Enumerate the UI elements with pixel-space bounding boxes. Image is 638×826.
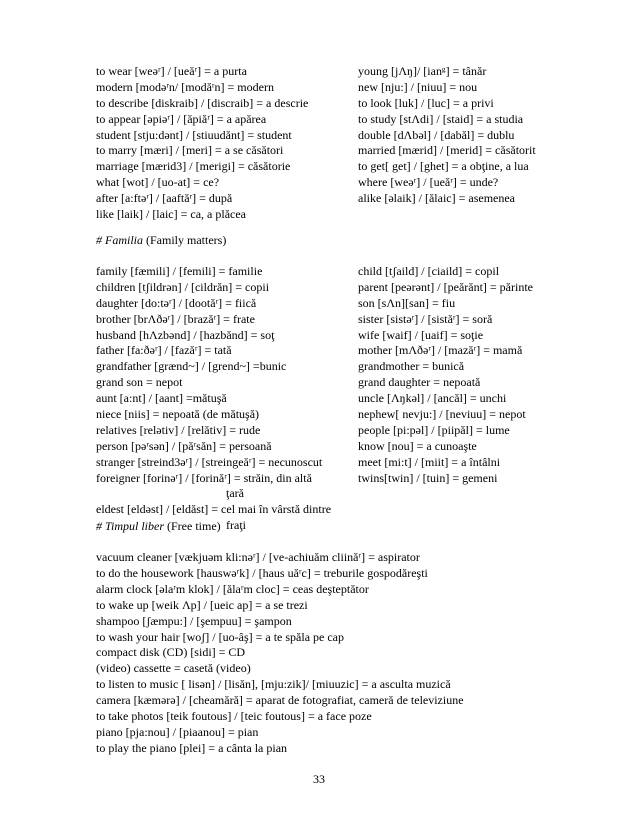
vocab-row [96,264,566,280]
vocab-left: to appear [əpiəʳ] / [ăpiăʳ] = a apărea [96,111,267,126]
vocab-line: compact disk (CD) [sidi] = CD [96,645,246,660]
vocab-row [96,296,566,312]
vocab-right: to study [stΛdi] / [staid] = a studia [358,111,524,126]
vocab-row [96,175,566,191]
vocab-left: grandfather [grænd~] / [grend~] =bunic [96,359,287,374]
vocab-left: stranger [streind3əʳ] / [streingeăʳ] = necunoscut [96,454,323,469]
vocab-left: niece [niis] = nepoată (de mătuşă) [96,407,260,422]
vocab-right: mother [mΛðəʳ] / [mazăʳ] = mamă [358,343,523,358]
vocab-line: shampoo [ʃæmpu:] / [şempuu] = şampon [96,613,292,628]
vocab-row [96,64,566,80]
vocab-line: to play the piano [plei] = a cânta la pian [96,740,288,755]
vocab-row [96,191,566,207]
vocab-row [96,159,566,175]
vocab-line: piano [pja:nou] / [piaanou] = pian [96,724,259,739]
vocab-right: parent [peərənt] / [peărănt] = părinte [358,279,534,294]
vocab-row [96,80,566,96]
vocab-row [96,359,566,375]
vocab-left: foreigner [forinəʳ] / [forinăʳ] = străin, din altă [96,470,312,485]
section-heading-free-time [96,519,566,535]
vocab-row [96,439,566,455]
vocab-line: to take photos [teik foutous] / [teic foutous] = a face poze [96,709,372,724]
vocab-left: family [fæmili] / [femili] = familie [96,264,263,278]
vocab-row [96,375,566,391]
page-number: 33 [313,772,325,786]
vocab-row [96,328,566,344]
vocab-right: grandmother = bunică [358,359,465,374]
heading-italic: # Familia [96,233,143,247]
vocab-right: double [dΛbəl] / [dabăl] = dublu [358,127,515,142]
vocab-row [96,471,566,487]
vocab-row [96,96,566,112]
heading-rest: (Free time) [164,519,221,533]
vocabulary-section-family [96,264,566,534]
vocab-line: to wash your hair [woʃ] / [uo-âş] = a te spăla pe cap [96,629,345,644]
heading-italic: # Timpul liber [96,519,165,533]
vocab-right: know [nou] = a cunoaşte [358,438,477,453]
vocab-row [96,112,566,128]
vocab-line: camera [kæmərə] / [cheamără] = aparat de fotografiat, cameră de televiziune [96,693,464,708]
vocab-right: young [jΛŋ]/ [ianᵍ] = tânăr [358,64,487,78]
heading-rest: (Family matters) [143,233,227,247]
vocab-line: to wake up [weik Λp] / [ueic ap] = a se trezi [96,597,308,612]
vocab-left: daughter [do:təʳ] / [dootăʳ] = fiică [96,295,257,310]
vocabulary-section-free-time [96,550,566,757]
vocab-line: to listen to music [ lisən] / [lisăn], [mju:zik]/ [miuuzic] = a asculta muzică [96,677,451,692]
vocab-left: to describe [diskraib] / [discraib] = a descrie [96,95,309,110]
vocab-right: meet [mi:t] / [miit] = a întâlni [358,454,501,469]
vocab-right: married [mærid] / [merid] = căsătorit [358,143,536,158]
vocab-right: alike [əlaik] / [ălaic] = asemenea [358,191,516,206]
vocab-right: uncle [Λŋkəl] / [ancăl] = unchi [358,391,507,406]
vocab-line: eldest [eldəst] / [eldăst] = cel mai în vârstă dintre [96,502,332,517]
vocab-line: like [laik] / [laic] = ca, a plăcea [96,207,247,222]
vocab-row [96,423,566,439]
vocab-row [96,391,566,407]
vocab-row [96,343,566,359]
vocab-right: son [sΛn][san] = fiu [358,295,456,310]
vocab-row [96,312,566,328]
vocab-left: relatives [relətiv] / [relătiv] = rude [96,422,261,437]
vocab-left: marriage [mærid3] / [merigi] = căsătorie [96,159,291,174]
vocab-right: people [pi:pəl] / [piipăl] = lume [358,422,510,437]
vocab-row [96,280,566,296]
vocab-right: nephew[ nevju:] / [neviuu] = nepot [358,407,526,422]
vocab-right: sister [sistəʳ] / [sistăʳ] = soră [358,311,493,326]
vocab-right: where [weəʳ] / [ueăʳ] = unde? [358,175,499,190]
vocab-left: to wear [weəʳ] / [ueăʳ] = a purta [96,64,247,78]
vocab-right: to get[ get] / [ghet] = a obţine, a lua [358,159,529,174]
vocab-row [96,407,566,423]
vocab-continuation: fraţi [226,518,246,533]
vocab-left: after [a:ftəʳ] / [aaftăʳ] = după [96,191,233,206]
vocab-left: grand son = nepot [96,375,183,390]
section-heading-family [96,233,566,249]
vocab-left: father [fa:ðəʳ] / [fazăʳ] = tată [96,343,232,358]
vocab-continuation: ţară [226,486,244,501]
vocab-row [96,455,566,471]
vocab-right: new [nju:] / [niuu] = nou [358,79,478,94]
vocab-left: student [stju:dənt] / [stiuudănt] = student [96,127,292,142]
vocab-left: brother [brΛðəʳ] / [brazăʳ] = frate [96,311,255,326]
vocab-left: what [wot] / [uo-at] = ce? [96,175,220,190]
vocabulary-section-general [96,64,566,223]
vocab-right: grand daughter = nepoată [358,375,481,390]
vocab-row [96,128,566,144]
vocab-line: to do the housework [hauswəʳk] / [haus uăʳc] = treburile gospodăreşti [96,565,428,580]
vocab-left: person [pəʳsən] / [păʳsăn] = persoană [96,438,272,453]
vocab-left: aunt [a:nt] / [aant] =mătuşă [96,391,227,406]
vocab-line: vacuum cleaner [vækjuəm kli:nəʳ] / [ve-achiuăm cliinăʳ] = aspirator [96,550,420,564]
vocab-line: (video) cassette = casetă (video) [96,661,251,676]
vocab-right: child [tʃaild] / [ciaild] = copil [358,264,500,278]
vocab-left: modern [modəʳn/ [modăʳn] = modern [96,79,274,94]
vocab-right: wife [waif] / [uaif] = soţie [358,327,484,342]
vocab-right: twins[twin] / [tuin] = gemeni [358,470,498,485]
vocab-row [96,143,566,159]
vocab-line: alarm clock [əlaʳm klok] / [ălaʳm cloc] = ceas deşteptător [96,581,369,596]
vocab-left: husband [hΛzbənd] / [hazbănd] = soţ [96,327,275,342]
vocab-left: children [tʃildrən] / [cildrăn] = copii [96,279,270,294]
vocab-left: to marry [mæri] / [meri] = a se căsători [96,143,284,158]
vocab-right: to look [luk] / [luc] = a privi [358,95,494,110]
